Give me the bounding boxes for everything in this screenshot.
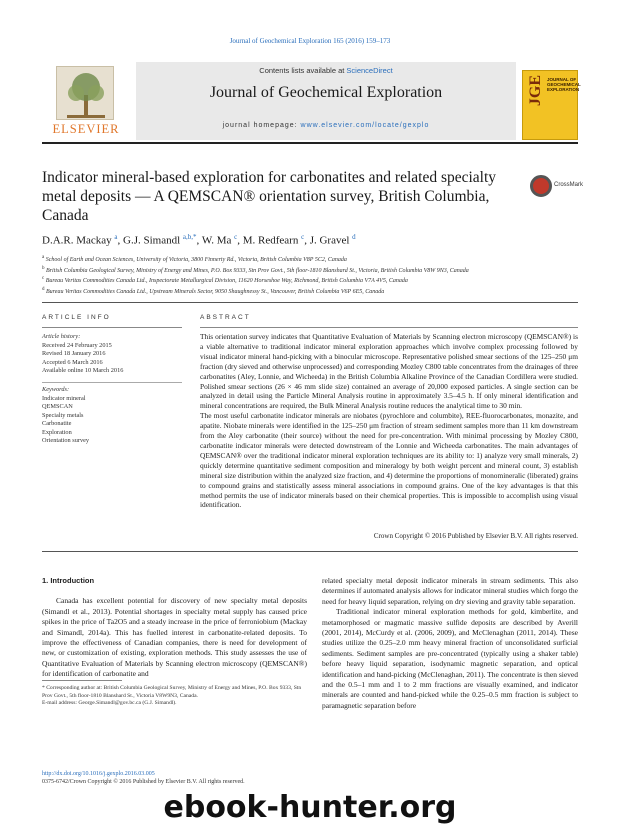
history-item: Revised 18 January 2016 [42, 350, 106, 357]
affiliation-item [42, 265, 582, 276]
divider [42, 302, 578, 303]
divider [42, 327, 182, 328]
article-info-heading: ARTICLE INFO [42, 314, 111, 321]
author-affiliation-marker[interactable]: a,b,* [182, 233, 197, 241]
abstract-paragraph: This orientation survey indicates that Quantitative Evaluation of Materials by Scanning electron microscopy (QEMSCAN®) is a viable alternative to traditional indicator mineral exploration approaches which involve complex processing followed by visual indicator mineral hand-picking with a binocular microscope. Representative polished smear sections of the 125–250 μm fraction (dry sieved and otherwise unprocessed) and corresponding Mozley C800 table concentrates from the drainages of three carbonatites (Aley, Lonnie, and Wicheeda) in the British Columbia Alkaline Province of the Canadian Cordillera were studied. Polished smear sections (26 × 46 mm slide size) contained an average of 20,000 exposed particles. A single section can be analyzed in detail using the Particle Mineral Analysis routine in approximately 3.5–4.5 h. If only mineral identification and mineral concentrations are required, the Bulk Mineral Analysis routine reduces the analytical time to 30 min. [200, 332, 578, 411]
masthead [42, 62, 581, 144]
keyword-item: Orientation survey [42, 437, 90, 444]
issn-line: 0375-6742/Crown Copyright © 2016 Published by Elsevier B.V. All rights reserved. [42, 779, 245, 785]
history-item: Received 24 February 2015 [42, 341, 112, 349]
footnote-email[interactable]: E-mail address: George.Simandl@gov.bc.ca (G.J. Simandl). [42, 700, 177, 707]
keyword-list [42, 386, 187, 446]
author-list: D.A.R. Mackay $^a$, G.J. Simandl $^{a,b,*}$, W. Ma $^c$, M. Redfearn $^c$, J. Gravel $^d$ [42, 233, 356, 247]
publisher-name: ELSEVIER [52, 122, 120, 136]
crossmark-label: CrossMark [554, 182, 584, 188]
affiliation-text: Bureau Veritas Commodities Canada Ltd., Inspectorate Metallurgical Division, 11620 Horseshoe Way, Richmond, British Columbia V7A 4V5, Canada [45, 278, 408, 285]
keyword-item: Exploration [42, 428, 72, 436]
author-name: G.J. Simandl [123, 234, 181, 247]
doi-block [42, 770, 342, 786]
affiliation-text: British Columbia Geological Survey, Ministry of Energy and Mines, P.O. Box 9333, Stn Prov Govt., 5th floor-1810 Blanshard St., Victoria, British Columbia V8W 9N3, Canada [46, 267, 469, 274]
contents-prefix: Contents lists available at [259, 66, 347, 75]
author-name: M. Redfearn [242, 234, 299, 247]
homepage-line [136, 122, 516, 129]
journal-reference[interactable]: Journal of Geochemical Exploration 165 (2016) 159–173 [229, 37, 391, 45]
sciencedirect-link[interactable]: ScienceDirect [346, 66, 393, 75]
journal-cover-thumbnail [522, 70, 581, 140]
keyword-item: Specialty metals [42, 411, 84, 419]
affiliation-marker: d [42, 286, 45, 292]
author-affiliation-marker[interactable]: c [234, 233, 238, 241]
divider [42, 551, 578, 552]
article-history [42, 333, 187, 376]
affiliation-marker: a [42, 255, 45, 260]
cover-title: JOURNAL OF GEOCHEMICAL EXPLORATION [547, 77, 581, 92]
body-paragraph: related specialty metal deposit indicator minerals in stream sediments. This also determines if automated analysis allows for indicator mineral studies which forgo the need for heavy liquid separation, relying on dry sieving and gravity table separation. [322, 576, 578, 606]
footnote-corresponding-author: * Corresponding author at: British Columbia Geological Survey, Ministry of Energy and Mines, P.O. Box 9333, Stn Prov Govt., 5th floor-1810 Blanshard St., Victoria V8W9N3, Canada. [42, 685, 302, 699]
body-column-left [42, 576, 307, 680]
divider [200, 327, 578, 328]
affiliation-item [42, 286, 582, 297]
abstract-heading: ABSTRACT [200, 314, 251, 321]
author-affiliation-marker[interactable]: c [301, 233, 305, 241]
divider [42, 680, 122, 681]
section-heading: 1. Introduction [42, 576, 95, 585]
history-item: Accepted 6 March 2016 [42, 358, 103, 366]
affiliation-marker: c [42, 276, 45, 282]
keyword-item: Indicator mineral [42, 394, 86, 402]
affiliation-text: School of Earth and Ocean Sciences, University of Victoria, 3800 Finnerty Rd., Victoria, British Columbia V8P 5C2, Canada [45, 257, 347, 263]
author-affiliation-marker[interactable]: d [352, 233, 356, 241]
keywords-label: Keywords: [42, 386, 70, 393]
affiliation-item [42, 254, 582, 265]
copyright-notice: Crown Copyright © 2016 Published by Elsevier B.V. All rights reserved. [373, 532, 578, 540]
abstract-body [200, 332, 578, 510]
doi-link[interactable]: http://dx.doi.org/10.1016/j.gexplo.2016.03.005 [42, 771, 155, 777]
affiliation-marker: b [42, 265, 45, 271]
author-name: J. Gravel [309, 234, 350, 247]
article-title: Indicator mineral-based exploration for carbonatites and related specialty metal deposits — A QEMSCAN® orientation survey, British Columbia, Canada [42, 169, 497, 224]
body-paragraph: Canada has excellent potential for discovery of new specialty metal deposits (Simandl et al., 2013). Potential shortages in specialty metal supply has caused price spikes in the price of Ta2O5 and a steady increase in the price of ferroniobium (Mackay and Simandl, 2014a). This has fuelled interest in carbonatite-related deposits. To improve the effectiveness of Canadian companies, there is need for development of new, or customization of existing, exploration methods. This study assesses the use of Quantitative Evaluation of Materials by Scanning electron microscopy (QEMSCAN®) for identification of carbonatite and [42, 596, 307, 679]
cover-abbreviation: JGE [527, 75, 544, 107]
keyword-item: Carbonatite [42, 420, 72, 427]
contents-line [136, 66, 516, 75]
affiliation-list [42, 254, 582, 296]
journal-title: Journal of Geochemical Exploration [209, 84, 443, 101]
watermark: ebook-hunter.org [163, 790, 457, 825]
author-name: W. Ma [201, 234, 232, 247]
elsevier-tree-icon [56, 66, 114, 120]
keyword-item: QEMSCAN [42, 403, 73, 410]
affiliation-item [42, 275, 582, 286]
elsevier-logo [42, 62, 130, 140]
crossmark-badge[interactable] [530, 175, 584, 205]
crossmark-icon [530, 175, 552, 197]
body-column-right [322, 576, 578, 711]
homepage-link[interactable]: www.elsevier.com/locate/gexplo [300, 122, 430, 129]
footnote [42, 685, 307, 708]
divider [42, 382, 182, 383]
homepage-prefix: journal homepage: [222, 122, 301, 129]
body-paragraph: Traditional indicator mineral exploration methods for gold, kimberlite, and metamorphosed or magmatic massive sulfide deposits are described by Averill (2001, 2014), McCurdy et al. (2006, 2009), and McClenaghan (2011, 2014). These studies utilize the 0.25–2.0 mm heavy mineral fraction of unconsolidated surficial sediments. Sediment samples are pre-concentrated (typically using a shaker table) before heavy liquid separation, isodynamic magnetic separation, and optical identification and hand-picking (McClenaghan, 2011). The concentrate is then sieved and the 0.5–1 mm and 1 to 2 mm fractions are visually examined, and indicator minerals are counted and hand-picked while the 0.25–0.5 mm fraction is subject to paramagnetic separation before [322, 607, 578, 710]
abstract-paragraph: The most useful carbonatite indicator minerals are niobates (pyrochlore and columbite), REE-fluorocarbonates, monazite, and apatite. Niobate minerals were identified in the 125–250 μm fraction of stream sediment samples more than 11 km downstream from the Aley carbonatite (their source) without the need for pre-concentration. With minimal processing by Mozley C800, carbonatite indicator minerals were detected downstream of the Lonnie and Wicheeda carbonatites. The main advantages of QEMSCAN® over the traditional indicator mineral exploration techniques are its ability to: 1) analyze very small minerals, 2) quickly determine quantitative sediment composition and mineralogy by both weight percent and mineral count, 3) establish mineral size distribution within the analyzed size fraction, and 4) determine the proportions of monomineralic (liberated) grains to compound grains and statistically assess mineral associations in compound grains. One of the key advantages is that this method permits the use of indicator minerals based on their chemical properties. This is impossible to accomplish using visual identification. [200, 411, 578, 510]
journal-header-box [136, 62, 516, 140]
affiliation-text: Bureau Veritas Commodities Canada Ltd., Upstream Minerals Sector, 9050 Shaughnessy St., Vancouver, British Columbia V6P 6E5, Canada [46, 288, 385, 295]
author-name: D.A.R. Mackay [42, 234, 112, 247]
author-affiliation-marker[interactable]: a [114, 233, 118, 241]
history-label: Article history: [42, 333, 81, 340]
history-item: Available online 10 March 2016 [42, 367, 124, 374]
